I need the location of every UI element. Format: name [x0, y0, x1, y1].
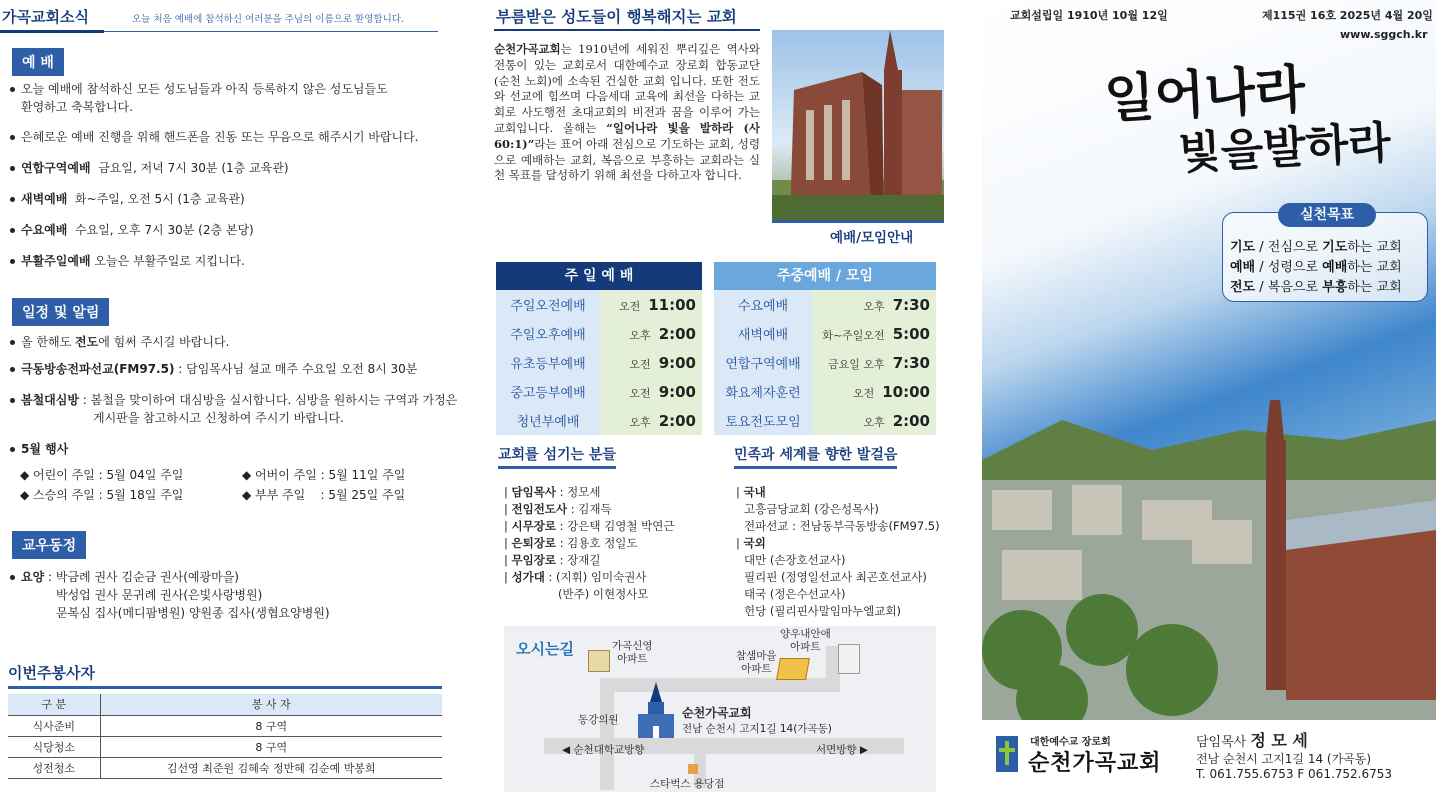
table-header: 구 분 [8, 694, 100, 715]
table-header: 봉 사 자 [100, 694, 442, 715]
volunteers-rule [8, 686, 442, 689]
table-row: 주일오후예배 오후 2:00 [496, 319, 702, 348]
list-item: 게시판을 참고하시고 신청하여 주시기 바랍니다. [93, 411, 344, 425]
website-url: www.sggch.kr [1340, 28, 1428, 41]
list-item: 오늘 예배에 참석하신 모든 성도님들과 아직 등록하지 않은 성도님들도 [10, 80, 419, 98]
worship-list [10, 80, 419, 270]
weekday-header: 주중예배 / 모임 [714, 262, 936, 290]
list-item: | 국외 [736, 536, 766, 550]
list-item: (반주) 이현정사모 [558, 587, 649, 601]
church-icon [636, 682, 676, 738]
schedule-heading: 일정 및 알림 [12, 298, 109, 326]
church-photo [772, 30, 944, 220]
pastor-line: 담임목사 정 모 세 [1196, 731, 1308, 750]
list-item: | 담임목사 : 정모세 [504, 485, 601, 499]
location-map [504, 626, 936, 792]
worship-heading: 예 배 [12, 48, 64, 76]
left-direction: ◀ 순천대학교방향 [562, 744, 645, 756]
apt1-label: 가곡신영 아파트 [612, 640, 653, 665]
starbucks-label: 스타벅스 용당점 [650, 778, 725, 790]
goals-list [1230, 238, 1402, 298]
list-item: | 무임장로 : 장재길 [504, 553, 601, 567]
table-row: 토요전도모임 오후 2:00 [714, 406, 936, 435]
staff-title: 교회를 섬기는 분들 [498, 444, 616, 469]
news-title: 가곡교회소식 [2, 8, 89, 26]
clinic-label: 동강의원 [578, 714, 619, 726]
footer-address: 전남 순천시 고지1길 14 (가곡동) [1196, 752, 1372, 766]
welcome-text: 오늘 처음 예배에 참석하신 여러분을 주님의 이름으로 환영합니다. [132, 14, 404, 25]
apartment-icon [588, 650, 610, 672]
intro-rule [494, 29, 760, 31]
issue-info: 제115권 16호 2025년 4월 20일 [1262, 9, 1433, 22]
event-3: ◆ 스승의 주일 : 5월 18일 주일 [20, 488, 184, 502]
sunday-header: 주 일 예 배 [496, 262, 702, 290]
list-item: 전파선교 : 전남동부극동방송(FM97.5) [744, 519, 940, 533]
cafe-icon [688, 764, 698, 774]
table-row: 유초등부예배 오전 9:00 [496, 348, 702, 377]
goals-title: 실천목표 [1278, 203, 1376, 227]
list-item: 봄철대심방 : 봄철을 맞이하여 대심방을 실시합니다. 심방을 원하시는 구역과 가정은 [10, 391, 458, 409]
fellowship-list [10, 568, 330, 622]
table-row: 새벽예배 화~주일오전 5:00 [714, 319, 936, 348]
list-item: 새벽예배 화~주일, 오전 5시 (1층 교육관) [10, 190, 419, 208]
footer-phone: T. 061.755.6753 F 061.752.6753 [1196, 767, 1393, 781]
table-row: 중고등부예배 오전 9:00 [496, 377, 702, 406]
calligraphy-line2: 빛을발하라 [1177, 117, 1392, 180]
list-item: | 시무장로 : 강은택 김영철 박연근 [504, 519, 675, 533]
list-item: 필리핀 (정영일선교사 최곤호선교사) [744, 570, 927, 584]
title-rule [104, 31, 438, 32]
table-row: 수요예배 오후 7:30 [714, 290, 936, 319]
staff-list [504, 484, 674, 603]
event-1: ◆ 어린이 주일 : 5월 04일 주일 [20, 468, 184, 482]
founded-date: 교회설립일 1910년 10월 12일 [1010, 9, 1168, 22]
volunteers-title: 이번주봉사자 [8, 664, 95, 682]
list-item: 수요예배 수요일, 오후 7시 30분 (2층 본당) [10, 221, 419, 239]
fellowship-heading: 교우동정 [12, 531, 86, 559]
map-address: 전남 순천시 고지1길 14(가곡동) [682, 723, 832, 735]
church-building-icon [772, 30, 944, 220]
volunteers-table [8, 694, 442, 779]
list-item: 대만 (손장호선교사) [744, 553, 846, 567]
schedule-list [10, 333, 458, 458]
list-item: 박성업 권사 문귀례 권사(은빛사랑병원) [56, 588, 263, 602]
weekday-services-table [714, 290, 936, 435]
apartment-icon [776, 658, 810, 680]
intro-paragraph: 순천가곡교회는 1910년에 세워진 뿌리깊은 역사와 전통이 있는 교회로서 대한예수교 장로회 합동교단 (순천 노회)에 소속된 건실한 교회 입니다. 또한 전도와 선교에 힘쓰며 다음세대 교육에 최선을 다하는 교회로 사도행전 초대교회의 비전과 꿈을 이루어 가는 교회입니다. 올해는 “일어나라 빛을 발하라 (사 60:1)”라는 표어 아래 전심으로 기도하는 교회, 성령으로 예배하는 교회, 복음으로 부흥하는 교회라는 실천 목표를 달성하기 위해 최선을 다하고자 합니다. [494, 42, 761, 183]
list-item: 예배 / 성령으로 예배하는 교회 [1230, 260, 1402, 275]
sunday-services-table [496, 290, 702, 435]
footer-church-name: 순천가곡교회 [1028, 751, 1162, 776]
services-rule [772, 220, 944, 223]
list-item: 고흥금당교회 (강은성목사) [744, 502, 879, 516]
list-item: 은혜로운 예배 진행을 위해 핸드폰을 진동 또는 무음으로 해주시기 바랍니다. [10, 128, 419, 146]
list-item: 문복심 집사(메디팜병원) 양원종 집사(생협요양병원) [56, 606, 330, 620]
list-item: 전도 / 복음으로 부흥하는 교회 [1230, 280, 1402, 295]
denomination-label: 대한예수교 장로회 [1030, 737, 1111, 748]
intro-title: 부름받은 성도들이 행복해지는 교회 [496, 8, 737, 26]
list-item: 올 한해도 전도에 힘써 주시길 바랍니다. [10, 333, 458, 351]
list-item: 헌당 (필리핀사말임마누엘교회) [744, 604, 902, 618]
table-row: 식당청소 8 구역 [8, 736, 442, 757]
list-item: 부활주일예배 오늘은 부활주일로 지킵니다. [10, 252, 419, 270]
list-item: 5월 행사 [10, 440, 458, 458]
calligraphy-line1: 일어나라 [1102, 58, 1307, 131]
list-item: 기도 / 전심으로 기도하는 교회 [1230, 240, 1402, 255]
title-underline [0, 30, 104, 33]
table-row: 화요제자훈련 오전 10:00 [714, 377, 936, 406]
mission-title: 민족과 세계를 향한 발걸음 [734, 444, 897, 469]
table-row: 식사준비 8 구역 [8, 715, 442, 736]
table-row: 청년부예배 오후 2:00 [496, 406, 702, 435]
map-title: 오시는길 [516, 640, 574, 658]
list-item: 환영하고 축복합니다. [21, 100, 133, 114]
map-church-label: 순천가곡교회 [682, 706, 752, 720]
table-row: 연합구역예배 금요일 오후 7:30 [714, 348, 936, 377]
list-item: | 은퇴장로 : 김용호 정일도 [504, 536, 638, 550]
church-news-column [0, 0, 458, 794]
town-photo [982, 400, 1436, 720]
list-item: | 국내 [736, 485, 766, 499]
table-row: 성전청소 김선영 최준원 김혜숙 정반혜 김순예 박봉희 [8, 757, 442, 778]
apartment-icon [838, 644, 860, 674]
list-item: 연합구역예배 금요일, 저녁 7시 30분 (1층 교육관) [10, 159, 419, 177]
services-tag: 예배/모임안내 [830, 230, 914, 246]
apt2-label: 양우내안애 아파트 [780, 628, 831, 653]
table-row: 주일오전예배 오전 11:00 [496, 290, 702, 319]
mission-list [736, 484, 940, 620]
list-item: 요양 : 박금례 권사 김순금 권사(예광마을) [10, 568, 330, 586]
cover-column [982, 0, 1436, 794]
church-info-column [478, 0, 960, 794]
list-item: | 성가대 : (지휘) 임미숙권사 [504, 570, 647, 584]
event-4: ◆ 부부 주일 : 5월 25일 주일 [242, 488, 406, 502]
list-item: 극동방송전파선교(FM97.5) : 담임목사님 설교 매주 수요일 오전 8시 30분 [10, 360, 458, 378]
event-2: ◆ 어버이 주일 : 5월 11일 주일 [242, 468, 406, 482]
right-direction: 서면방향 ▶ [816, 744, 868, 756]
church-logo-icon [996, 736, 1018, 772]
apt3-label: 참샘마을 아파트 [736, 650, 777, 675]
list-item: | 전임전도사 : 김재득 [504, 502, 612, 516]
list-item: 태국 (정은수선교사) [744, 587, 846, 601]
